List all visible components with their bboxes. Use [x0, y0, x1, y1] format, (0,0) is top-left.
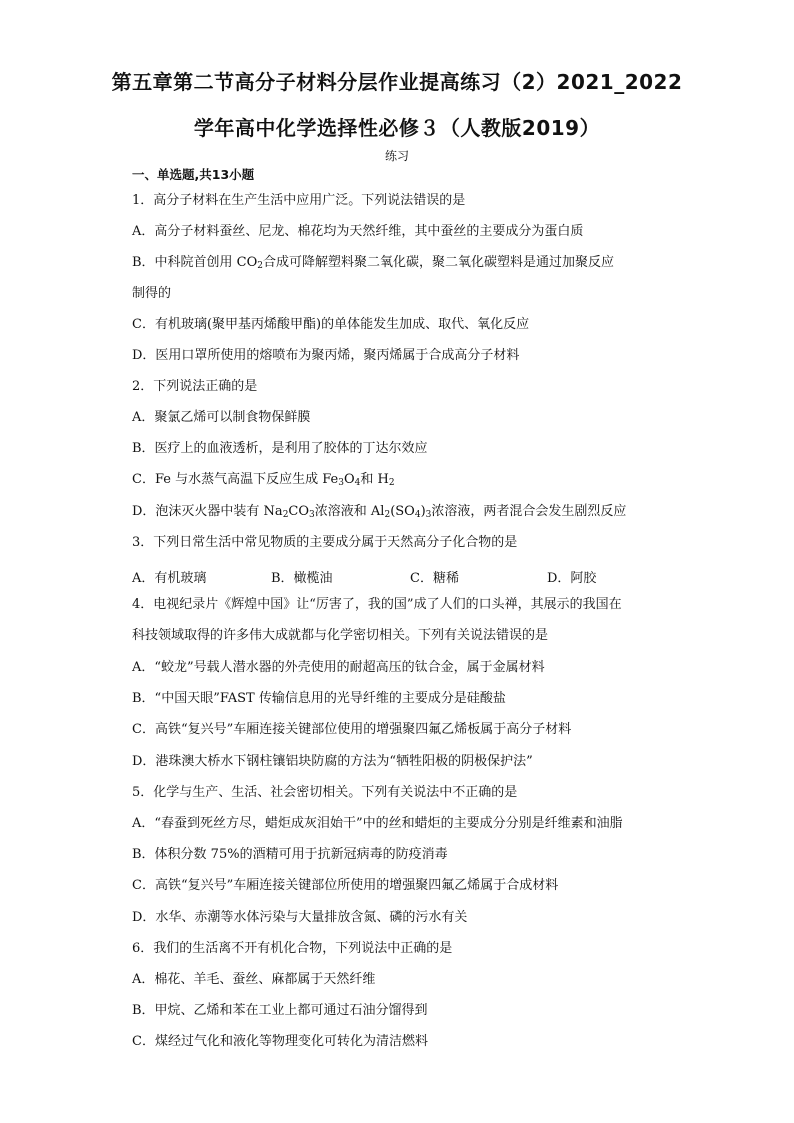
q4-option-d: D．港珠澳大桥水下钢柱镶铝块防腐的方法为“牺牲阳极的阴极保护法”: [132, 754, 533, 769]
q1-option-d: D．医用口罩所使用的熔喷布为聚丙烯，聚丙烯属于合成高分子材料: [132, 348, 520, 363]
q5-option-d: D．水华、赤潮等水体污染与大量排放含氮、磷的污水有关: [132, 910, 468, 925]
page-subtitle: 练习: [384, 149, 409, 163]
q2-stem: 2．下列说法正确的是: [132, 379, 258, 394]
q2-option-a: A．聚氯乙烯可以制食物保鲜膜: [132, 410, 311, 425]
q4-option-a: A．“蛟龙”号载人潜水器的外壳使用的耐超高压的钛合金，属于金属材料: [132, 660, 545, 675]
q5-option-c: C．高铁“复兴号”车厢连接关键部位所使用的增强聚四氟乙烯属于合成材料: [132, 878, 559, 893]
q6-stem: 6．我们的生活离不开有机化合物，下列说法中正确的是: [132, 941, 453, 956]
q6-option-a: A．棉花、羊毛、蚕丝、麻都属于天然纤维: [132, 972, 376, 987]
q4-option-c: C．高铁“复兴号”车厢连接关键部位使用的增强聚四氟乙烯板属于高分子材料: [132, 722, 572, 737]
page-title-line1: 第五章第二节高分子材料分层作业提高练习（2）2021_2022: [111, 70, 683, 94]
q2-option-b: B．医疗上的血液透析，是利用了胶体的丁达尔效应: [132, 441, 428, 456]
q5-option-b: B．体积分数 75%的酒精可用于抗新冠病毒的防疫消毒: [132, 847, 448, 862]
q3-stem: 3．下列日常生活中常见物质的主要成分属于天然高分子化合物的是: [132, 535, 518, 550]
q2-option-c: C．Fe 与水蒸气高温下反应生成 $Fe_3O_4$和 $H_2$: [132, 472, 395, 488]
q2-option-d: D．泡沫灭火器中装有 $Na_2CO_3$浓溶液和 $Al_2(SO_4)_3$浓溶液，两者混合会发生剧烈反应: [132, 504, 627, 520]
q4-stem-line2: 科技领域取得的许多伟大成就都与化学密切相关。下列有关说法错误的是: [132, 628, 549, 643]
q3-option-b: B．橄榄油: [271, 571, 333, 586]
q1-stem: 1．高分子材料在生产生活中应用广泛。下列说法错误的是: [132, 193, 466, 208]
q4-stem-line1: 4．电视纪录片《辉煌中国》让“厉害了，我的国”成了人们的口头禅，其展示的我国在: [132, 597, 622, 612]
section-heading: 一、单选题,共13小题: [132, 167, 255, 182]
q6-option-b: B．甲烷、乙烯和苯在工业上都可通过石油分馏得到: [132, 1003, 428, 1018]
q3-option-a: A．有机玻璃: [132, 571, 207, 586]
page-title-line2: 学年高中化学选择性必修３（人教版2019）: [193, 116, 601, 140]
q3-option-d: D．阿胶: [547, 571, 597, 586]
q4-option-b: B．“中国天眼”FAST 传输信息用的光导纤维的主要成分是硅酸盐: [132, 691, 506, 706]
q5-stem: 5．化学与生产、生活、社会密切相关。下列有关说法中不正确的是: [132, 785, 518, 800]
q1-option-a: A．高分子材料蚕丝、尼龙、棉花均为天然纤维，其中蚕丝的主要成分为蛋白质: [132, 224, 584, 239]
q3-option-c: C．糖稀: [410, 571, 459, 586]
q1-option-b-continued: 制得的: [132, 286, 172, 301]
q1-option-c: C．有机玻璃(聚甲基丙烯酸甲酯)的单体能发生加成、取代、氧化反应: [132, 317, 530, 332]
q1-option-b: B．中科院首创用 $CO_2$合成可降解塑料聚二氧化碳，聚二氧化碳塑料是通过加聚反应: [132, 255, 615, 271]
q6-option-c: C．煤经过气化和液化等物理变化可转化为清洁燃料: [132, 1034, 428, 1049]
q5-option-a: A．“春蚕到死丝方尽，蜡炬成灰泪始干”中的丝和蜡炬的主要成分分别是纤维素和油脂: [132, 816, 623, 831]
